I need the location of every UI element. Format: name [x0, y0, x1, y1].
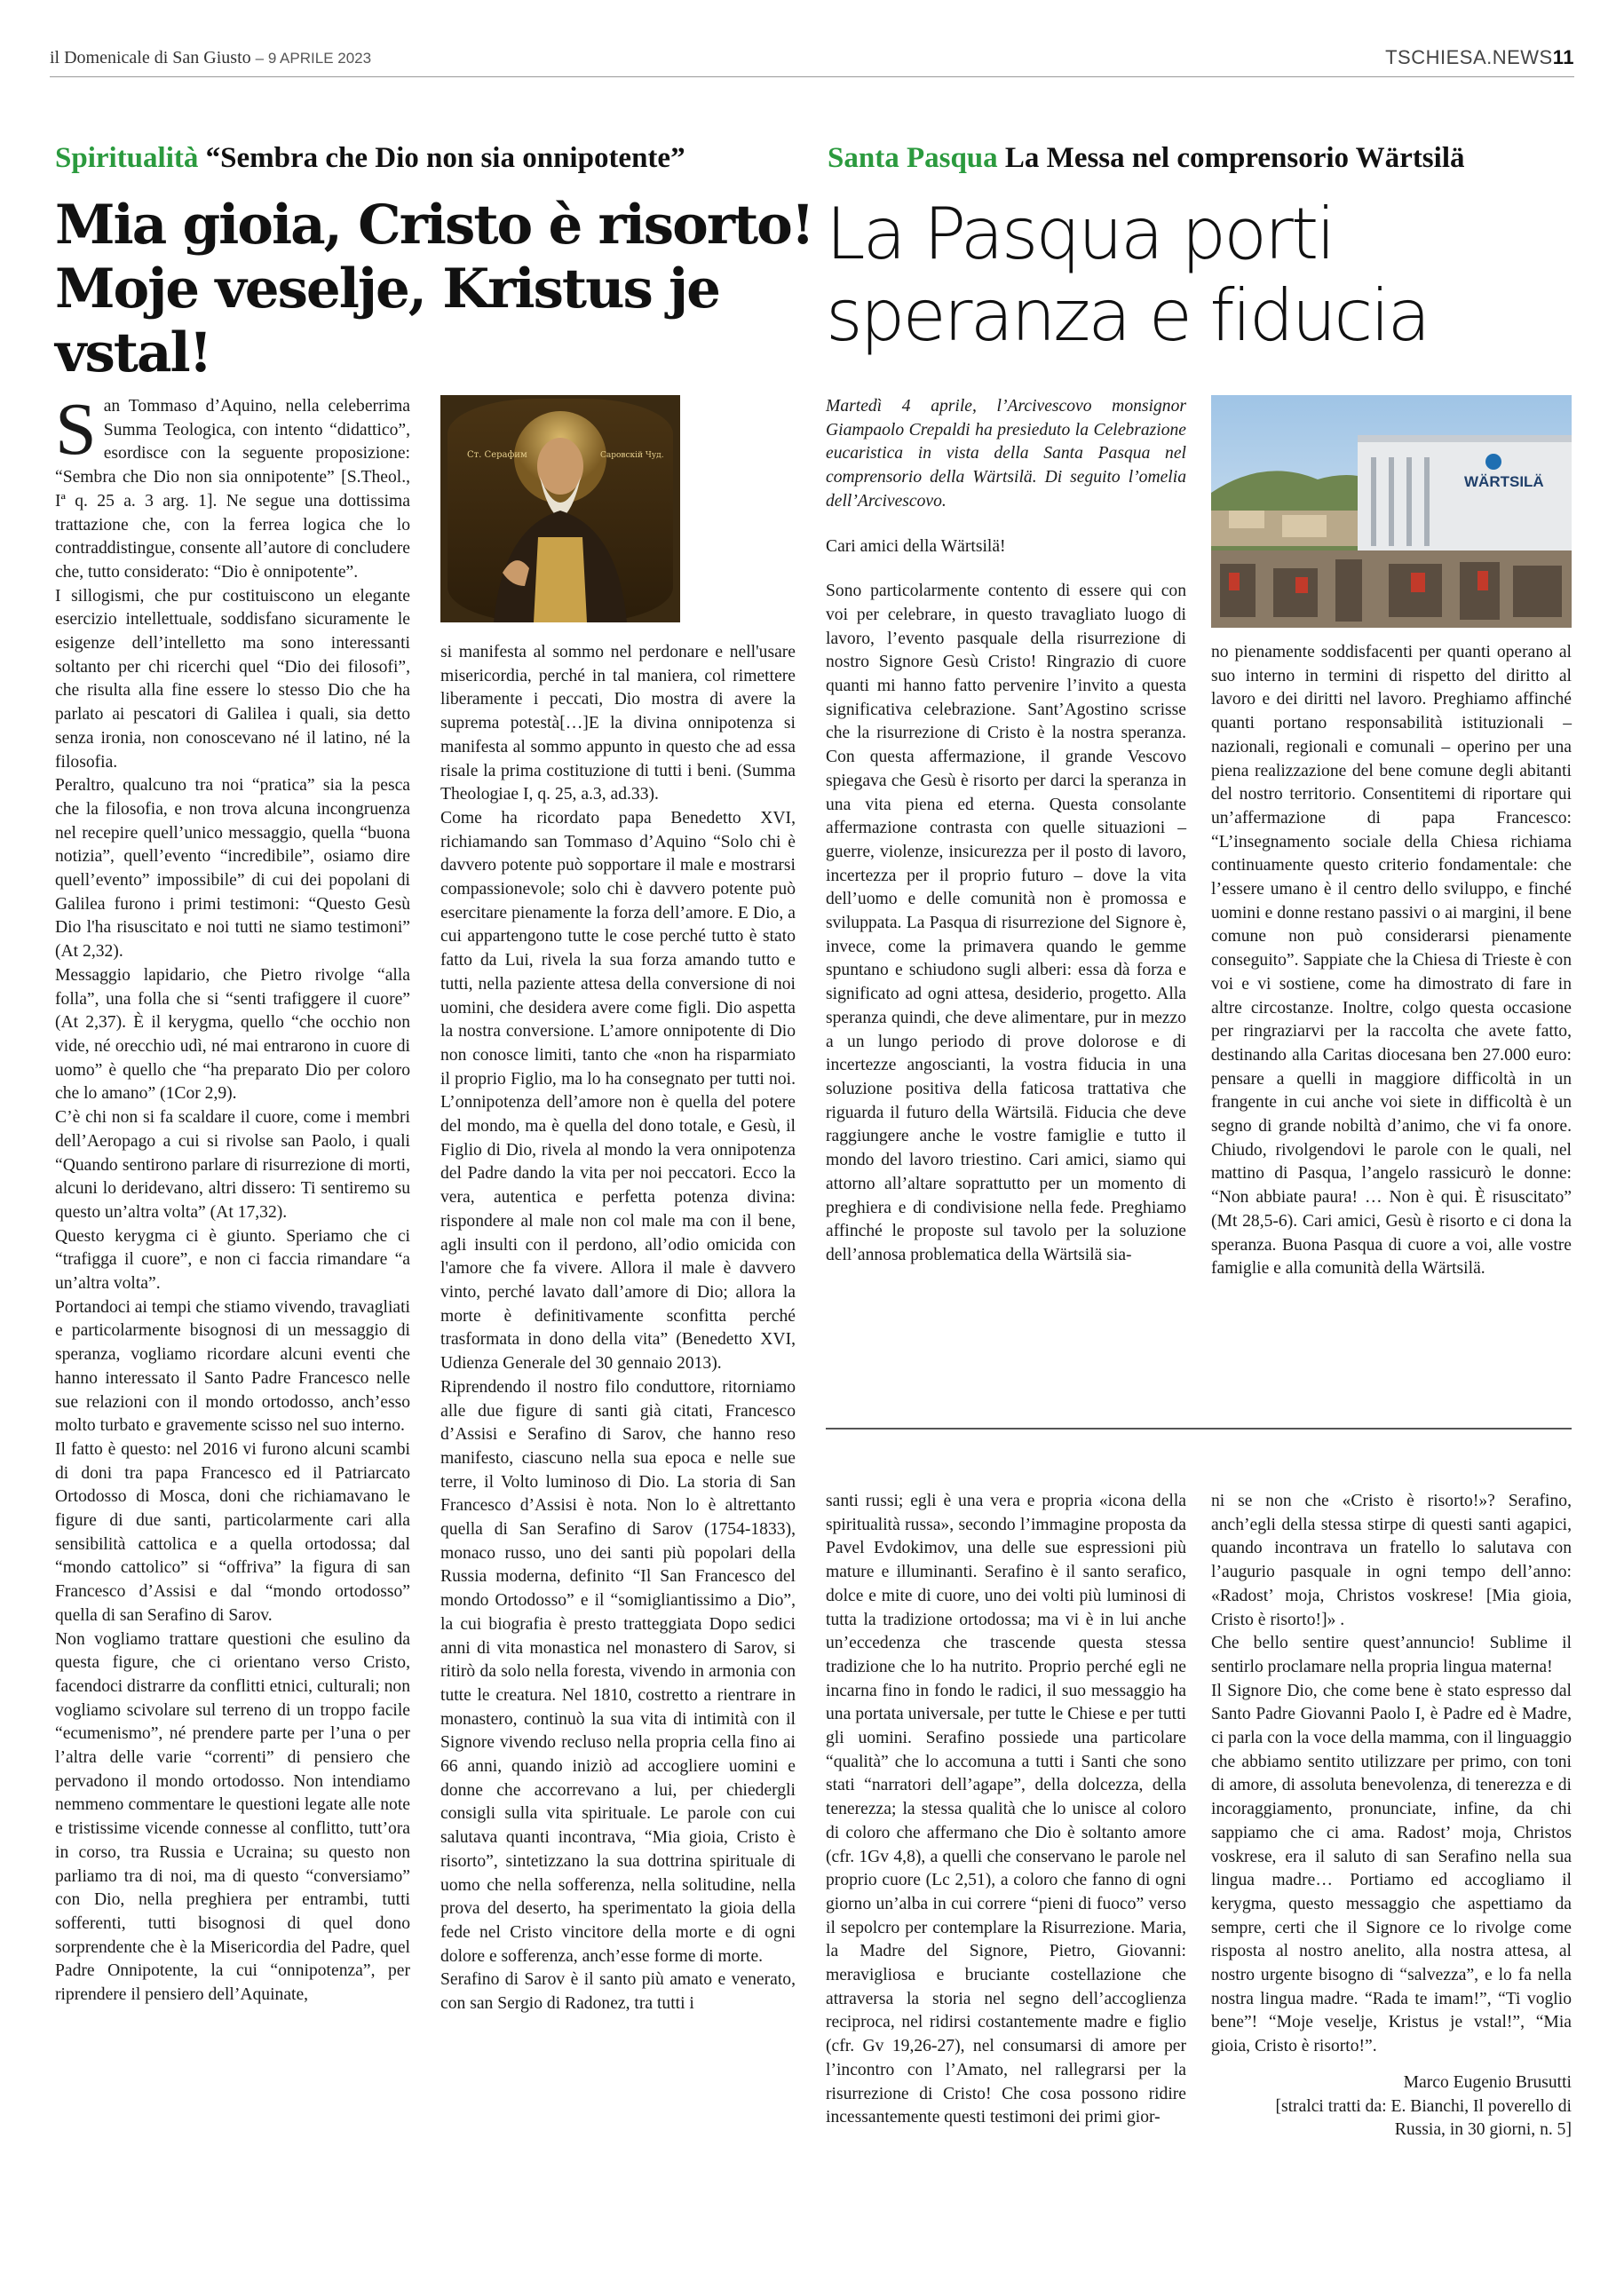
- article2-intro: Martedì 4 aprile, l’Arcivescovo monsignor Giampaolo Crepaldi ha presieduto la Celebrazione eucaristica in vista della Santa Pasqua nel comprensorio della Wärtsilä. Di seguito l’omelia dell’Arcivescovo.: [826, 397, 1186, 511]
- paragraph: Messaggio lapidario, che Pietro rivolge “alla folla”, una folla che si “senti trafiggere il cuore” (At 2,37). È il kerygma, quello “che occhio non vide, né orecchio udì, né mai entrarono in cuore di uomo” è quello che “ha preparato Dio per coloro che lo amano” (1Cor 2,9).: [55, 965, 410, 1104]
- article2-kicker: [828, 142, 1464, 175]
- spacer: [826, 558, 1186, 580]
- page-number: 11: [1552, 46, 1574, 68]
- paragraph: Portandoci ai tempi che stiamo vivendo, travagliati e particolarmente bisognosi di un messaggio di speranza, vogliamo ricordare alcuni eventi che hanno interessato il Santo Padre Francesco nelle sue relazioni con il mondo ortodosso, anch’esso molto turbato e gravemente scisso nel suo interno.: [55, 1297, 410, 1436]
- article1-headline-line1: Mia gioia, Cristo è risorto!: [55, 194, 813, 257]
- article1-column-3: [826, 1490, 1186, 2130]
- paragraph: Serafino di Sarov è il santo più amato e venerato, con san Sergio di Radonez, tra tutti i: [440, 1970, 796, 2014]
- site-name: TSCHIESA.NEWS: [1385, 46, 1553, 68]
- article1-column-4: [1211, 1490, 1572, 2142]
- section-divider: [826, 1428, 1572, 1430]
- paragraph: Il fatto è questo: nel 2016 vi furono alcuni scambi di doni tra papa Francesco ed il Patriarcato Ortodosso di Mosca, doni che richiamavano le figure di due santi, particolarmente cari alla sensibilità cattolica e a quella ortodossa; dal “mondo cattolico” si “offriva” la figura di san Francesco d’Assisi e dal “mondo ortodosso” quella di san Serafino di Sarov.: [55, 1439, 410, 1625]
- source-line-1: [stralci tratti da: E. Bianchi, Il poverello di: [1275, 2096, 1572, 2116]
- paragraph: C’è chi non si fa scaldare il cuore, come i membri dell’Aeropago a cui si rivolse san Paolo, i quali “Quando sentirono parlare di risurrezione di morti, alcuni lo deridevano, altri dissero: Ti sentiremo su questo un’altra volta” (At 17,32).: [55, 1108, 410, 1222]
- masthead: [50, 48, 371, 68]
- article1-headline: [55, 194, 819, 385]
- paragraph: I sillogismi, che pur costituiscono un elegante esercizio intellettuale, soddisfano sicuramente le esigenze dell’intelletto ma sono interessanti soltanto per chi ricerchi quel “Dio dei filosofi”, che risulta alla fine essere lo stesso Dio che ha parlato ai pescatori di Galilea i quali, sia detto senza ironia, non conoscevano né il latino, né la filosofia.: [55, 586, 410, 772]
- article1-section: Spiritualità: [55, 142, 199, 174]
- header-divider: [50, 76, 1574, 77]
- icon-left-caption: Ст. Серафим: [467, 450, 527, 460]
- article2-headline-line1: La Pasqua porti: [826, 193, 1334, 275]
- icon-right-caption: Саровскій Чуд.: [600, 451, 664, 460]
- article1-column-2: [440, 641, 796, 2016]
- wartsila-building-photo: [1211, 395, 1572, 628]
- paragraph: Peraltro, qualcuno tra noi “pratica” sia la pesca che la filosofia, e non trova alcuna incongruenza nel recepire quell’unico messaggio, quella “buona notizia”, quell’evento “incredibile”, osiamo dire quell’evento” impossibile” di cui dei popolani di Galilea furono i primi testimoni: “Questo Gesù Dio l'ha risuscitato e noi tutti ne siamo testimoni” (At 2,32).: [55, 776, 410, 962]
- issue-date: – 9 APRILE 2023: [255, 50, 372, 67]
- article2-salutation: Cari amici della Wärtsilä!: [826, 536, 1006, 556]
- spacer: [826, 514, 1186, 535]
- source-line-2: Russia, in 30 giorni, n. 5]: [1394, 2120, 1572, 2140]
- drop-cap: S: [55, 388, 97, 471]
- article2-column-1: [826, 395, 1186, 1268]
- paragraph: no pienamente soddisfacenti per quanti operano al suo interno in termini di rispetto del diritto al lavoro e dei diritti nel lavoro. Preghiamo affinché quanti portano responsabilità istituzionali – nazionali, regionali e comunali – operino per una piena realizzazione del bene comune degli abitanti del nostro territorio. Consentitemi di riportare qui un’affermazione di papa Francesco: “L’insegnamento sociale della Chiesa richiama continuamente questo criterio fondamentale: che l’essere umano è il centro dello sviluppo, e finché uomini e donne restano passivi o ai margini, il bene comune non può considerarsi pienamente conseguito”. Sappiate che la Chiesa di Trieste è con voi e vi sostiene, come ha dimostrato di fare in altre circostanze. Inoltre, colgo questa occasione per ringraziarvi per la raccolta che avete fatto, destinando alla Caritas diocesana ben 27.000 euro: pensare a quelli in maggiore difficoltà in un frangente in cui anche voi siete in difficoltà è un segno di grande nobiltà d’animo, che vi fa onore. Chiudo, rivolgendovi le parole con le quali, nel mattino di Pasqua, l’angelo rassicurò le donne: “Non abbiate paura! … Non è qui. È risuscitato” (Mt 28,5-6). Cari amici, Gesù è risorto e ci dona la speranza. Buona Pasqua di cuore a voi, alle vostre famiglie e alla comunità della Wärtsilä.: [1211, 643, 1572, 1279]
- paragraph: Riprendendo il nostro filo conduttore, ritorniamo alle due figure di santi già citati, Francesco d’Assisi e Serafino di Sarov, che hanno reso manifesto, ciascuno nella sua epoca e nelle sue terre, il Volto luminoso di Dio. La storia di San Francesco d’Assisi è nota. Non lo è altrettanto quella di San Serafino di Sarov (1754-1833), monaco russo, uno dei santi più popolari della Russia moderna, definito “Il San Francesco del mondo Ortodosso” e il “somigliantissimo a Dio”, la cui biografia è presto tratteggiata Dopo sedici anni di vita monastica nel monastero di Sarov, si ritirò da solo nella foresta, vivendo in armonia con tutte le creatura. Nel 1810, costretto a rientrare in monastero, continuò la sua vita di intimità con il Signore vivendo recluso nella propria cella fino ai 66 anni, quando iniziò ad accogliere uomini e donne che accorrevano a lui, per chiedergli consigli sulla vita spirituale. Le parole con cui salutava quanti incontrava, “Mia gioia, Cristo è risorto”, sintetizzano la sua dottrina spirituale di uomo che nella sofferenza, nella solitudine, nella prova del deserto, ha sperimentato la gioia della fede nel Cristo vincitore della morte e di ogni dolore e sofferenza, anch’esse forme di morte.: [440, 1377, 796, 1966]
- newspaper-name: il Domenicale di San Giusto: [50, 48, 251, 67]
- paragraph: Come ha ricordato papa Benedetto XVI, richiamando san Tommaso d’Aquino “Solo chi è davvero potente può sopportare il male e mostrarsi compassionevole; solo chi è davvero potente può esercitare pienamente la forza dell’amore. E Dio, a cui appartengono tutte le cose perché tutto è stato fatto da Lui, rivela la sua forza amando tutto e tutti, nella paziente attesa della conversione di noi uomini, che desidera avere come figli. Dio aspetta la nostra conversione. L’amore onnipotente di Dio non conosce limiti, tanto che «non ha risparmiato il proprio Figlio, ma lo ha consegnato per tutti noi. L’onnipotenza dell’amore non è quella del potere del mondo, ma è quella del dono totale, e Gesù, il Figlio di Dio, rivela al mondo la vera onnipotenza del Padre dando la vita per noi peccatori. Ecco la vera, autentica e perfetta potenza divina: rispondere al male non col male ma con il bene, agli insulti con il perdono, all’odio omicida con l'amore che fa vivere. Allora il male è davvero vinto, perché lavato dall’amore di Dio; allora la morte è definitivamente sconfitta perché trasformata in dono della vita” (Benedetto XVI, Udienza Generale del 30 gennaio 2013).: [440, 808, 796, 1374]
- paragraph: Sono particolarmente contento di essere qui con voi per celebrare, in questo travagliato luogo di lavoro, l’evento pasquale della risurrezione di nostro Signore Gesù Cristo! Ringrazio di cuore quanti mi hanno fatto pervenire l’invito a questa significativa celebrazione. Sant’Agostino scrisse che la risurrezione di Cristo è la nostra speranza. Con questa affermazione, il grande Vescovo spiegava che Gesù è risorto per darci la speranza in una vita piena ed eterna. Questa consolante affermazione contrasta con quelle situazioni – guerre, violenze, insicurezza per il posto di lavoro, incertezza per il proprio futuro – dove la vita dell’uomo e delle comunità non è promossa e sviluppata. La Pasqua di risurrezione del Signore è, invece, come la primavera quando le gemme spuntano e schiudono sugli alberi: essa dà forza e significato ad ogni attesa, desiderio, progetto. Alla speranza quindi, che deve alimentare, pur in mezzo a un lungo periodo di prove dolorose e di incertezze angoscianti, la vostra fiducia in una soluzione positiva della faticosa trattativa che riguarda il futuro della Wärtsilä. Fiducia che deve raggiungere anche le vostre famiglie e tutto il mondo del lavoro triestino. Cari amici, siamo qui attorno all’altare soprattutto per un momento di preghiera e di condivisione nella fede. Preghiamo affinché le proposte sul tavolo per la soluzione dell’annosa problematica della Wärtsilä sia-: [826, 582, 1186, 1264]
- article1-subtitle: “Sembra che Dio non sia onnipotente”: [205, 142, 685, 174]
- paragraph: San Tommaso d’Aquino, nella celeberrima Summa Teologica, con intento “didattico”, esordisce con la seguente proposizione: “Sembra che Dio non sia onnipotente” [S.Theol., Iª q. 25 a. 3 arg. 1]. Ne segue una dottissima trattazione che, con la ferrea logica che lo contraddistingue, consente all’autore di concludere che, tutto considerato: “Dio è onnipotente”.: [55, 388, 410, 582]
- paragraph: Che bello sentire quest’annuncio! Sublime il sentirlo proclamare nella propria lingua materna!: [1211, 1634, 1572, 1676]
- article2-headline: [826, 194, 1589, 357]
- saint-seraphim-icon-photo: [440, 395, 680, 622]
- paragraph: ni se non che «Cristo è risorto!»? Serafino, anch’egli della stessa stirpe di questi santi agapici, quando incontrava un fratello lo salutava con l’augurio pasquale in ogni tempo dell’anno: «Radost’ moja, Christos voskrese! [Mia gioia, Cristo è risorto!]» .: [1211, 1492, 1572, 1629]
- site-and-page: [1385, 46, 1574, 69]
- paragraph: Non vogliamo trattare questioni che esulino da questa figure, che ci orientano verso Cristo, facendoci distrarre da conflitti etnici, culturali; non vogliamo scivolare sul terreno di un troppo facile “ecumenismo”, né prendere parte per l’una o per l’altra delle varie “correnti” di pensiero che pervadono il mondo ortodosso. Non intendiamo nemmeno commentare le questioni legate alle note e tristissime vicende connesse al conflitto, tutt’ora in corso, tra Russia e Ucraina; su questo non parliamo tra di noi, ma di questo “conversiamo” con Dio, nella preghiera per entrambi, tutti sofferenti, tutti bisognosi di quel dono sorprendente che è la Misericordia del Padre, quel Padre Onnipotente, la cui “onnipotenza”, per riprendere il pensiero dell’Aquinate,: [55, 1629, 410, 2005]
- spacer: [1211, 2059, 1572, 2071]
- article2-headline-line2: speranza e fiducia: [826, 274, 1429, 357]
- article1-column-1: [55, 388, 410, 2008]
- author-name: Marco Eugenio Brusutti: [1403, 2072, 1572, 2092]
- article2-column-2: [1211, 641, 1572, 1281]
- wartsila-sign: WÄRTSILÄ: [1464, 473, 1544, 490]
- article2-subtitle: La Messa nel comprensorio Wärtsilä: [1004, 142, 1465, 174]
- paragraph: santi russi; egli è una vera e propria «icona della spiritualità russa», secondo l’immagine proposta da Pavel Evdokimov, una delle sue espressioni più mature e illuminanti. Serafino è il santo serafico, dolce e mite di cuore, uno dei volti più luminosi di tutta la tradizione ortodossa; ma vi è in lui anche un’eccedenza che trascende questa stessa tradizione che lo ha nutrito. Proprio perché egli ne incarna fino in fondo le radici, il suo messaggio ha una portata universale, per tutte le Chiese e per tutti gli uomini. Serafino possiede una particolare “qualità” che lo accomuna a tutti i Santi che sono stati “narratori dell’agape”, della dolcezza, della tenerezza; la stessa qualità che lo unisce al coloro di coloro che affermano che Dio è soltanto amore (cfr. 1Gv 4,8), a quelli che conservano le parole nel proprio cuore (Lc 2,51), a coloro che fanno di ogni giorno un’alba in cui correre “pieni di fuoco” verso il sepolcro per contemplare la Risurrezione. Maria, la Madre del Signore, Pietro, Giovanni: meravigliosa e bruciante costellazione che attraversa la storia nel segno dell’accoglienza reciproca, nel ridirsi costantemente madre e figlio (cfr. Gv 19,26-27), nel consumarsi di amore per l’incontro con l’Amato, nel rallegrarsi per la risurrezione di Cristo! Che cosa possono ridire incessantemente questi testimoni dei primi gior-: [826, 1492, 1186, 2127]
- article1-headline-line2: Moje veselje, Kristus je vstal!: [55, 257, 719, 384]
- article2-section: Santa Pasqua: [828, 142, 998, 174]
- paragraph: Questo kerygma ci è giunto. Speriamo che ci “trafigga il cuore”, e non ci faccia rimandare “a un’altra volta”.: [55, 1226, 410, 1294]
- paragraph: Il Signore Dio, che come bene è stato espresso dal Santo Padre Giovanni Paolo I, è Padre ed è Madre, ci parla con la voce della mamma, con il linguaggio che abbiamo sentito utilizzare per primo, con toni di amore, di assoluta benevolenza, di tenerezza e di incoraggiamento, pronunciate, infine, da chi sappiamo che ci ama. Radost’ moja, Christos voskrese, era il saluto di san Serafino nella sua lingua madre… Portiamo ed accogliamo il kerygma, questo messaggio che aspettiamo da sempre, certi che il Signore ce lo rivolge come risposta al nostro anelito, alla nostra attesa, al nostro urgente bisogno di “salvezza”, e lo fa nella nostra lingua madre. “Rada te imam!”, “Ti voglio bene”! “Moje veselje, Kristus je vstal!”, “Mia gioia, Cristo è risorto!”.: [1211, 1681, 1572, 2056]
- paragraph: si manifesta al sommo nel perdonare e nell'usare misericordia, perché in tal maniera, col rimettere liberamente i peccati, Dio mostra di avere la suprema potestà[…]E la divina onnipotenza si manifesta al sommo appunto in questo che ad essa risale la prima costituzione di tutti i beni. (Summa Theologiae I, q. 25, a.3, ad.33).: [440, 643, 796, 804]
- article1-kicker: [55, 142, 685, 175]
